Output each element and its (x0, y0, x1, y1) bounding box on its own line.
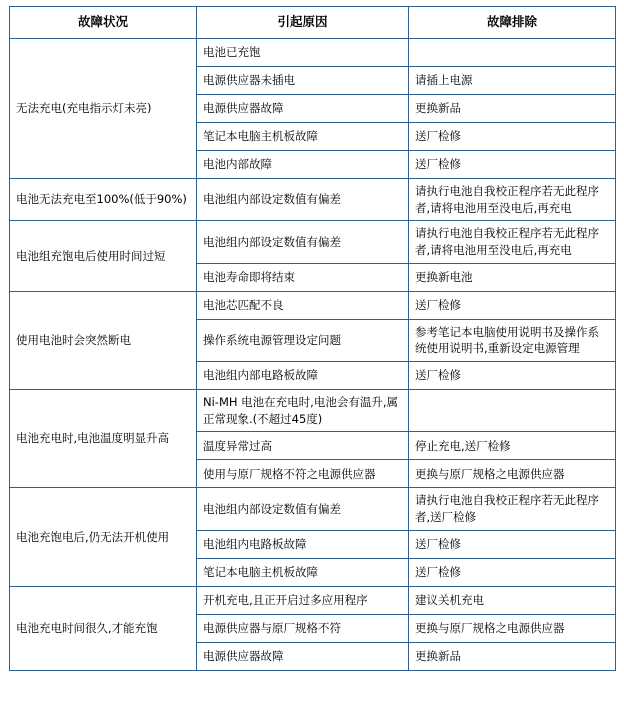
cell-fix: 停止充电,送厂检修 (409, 432, 616, 460)
cell-condition: 电池充电时,电池温度明显升高 (10, 390, 197, 488)
column-header-cause: 引起原因 (197, 7, 409, 39)
cell-fix: 请插上电源 (409, 67, 616, 95)
cell-cause: Ni-MH 电池在充电时,电池会有温升,属正常现象.(不超过45度) (197, 390, 409, 432)
cell-fix: 请执行电池自我校正程序若无此程序者,请将电池用至没电后,再充电 (409, 179, 616, 221)
cell-cause: 电池组内部设定数值有偏差 (197, 179, 409, 221)
cell-fix: 更换与原厂规格之电源供应器 (409, 614, 616, 642)
table-row (10, 179, 616, 221)
cell-cause: 电池寿命即将结束 (197, 263, 409, 291)
cell-cause: 电池组内部设定数值有偏差 (197, 488, 409, 530)
cell-condition: 使用电池时会突然断电 (10, 291, 197, 389)
cell-condition: 无法充电(充电指示灯未亮) (10, 39, 197, 179)
table-body (10, 39, 616, 671)
table-row (10, 39, 616, 67)
table-header-row (10, 7, 616, 39)
column-header-condition: 故障状况 (10, 7, 197, 39)
fault-troubleshooting-table (9, 6, 616, 671)
cell-cause: 笔记本电脑主机板故障 (197, 558, 409, 586)
table-row (10, 488, 616, 530)
cell-fix: 参考笔记本电脑使用说明书及操作系统使用说明书,重新设定电源管理 (409, 319, 616, 361)
table-header (10, 7, 616, 39)
cell-fix: 送厂检修 (409, 558, 616, 586)
cell-cause: 电源供应器与原厂规格不符 (197, 614, 409, 642)
column-header-fix: 故障排除 (409, 7, 616, 39)
cell-fix: 送厂检修 (409, 151, 616, 179)
cell-cause: 温度异常过高 (197, 432, 409, 460)
cell-cause: 开机充电,且正开启过多应用程序 (197, 586, 409, 614)
cell-cause: 电池芯匹配不良 (197, 291, 409, 319)
cell-condition: 电池无法充电至100%(低于90%) (10, 179, 197, 221)
cell-fix: 更换新品 (409, 642, 616, 670)
cell-cause: 电池组内部设定数值有偏差 (197, 221, 409, 263)
cell-fix (409, 39, 616, 67)
cell-fix: 请执行电池自我校正程序若无此程序者,请将电池用至没电后,再充电 (409, 221, 616, 263)
cell-fix: 请执行电池自我校正程序若无此程序者,送厂检修 (409, 488, 616, 530)
cell-fix: 更换与原厂规格之电源供应器 (409, 460, 616, 488)
cell-cause: 电源供应器未插电 (197, 67, 409, 95)
table-row (10, 390, 616, 432)
cell-fix: 建议关机充电 (409, 586, 616, 614)
cell-condition: 电池充电时间很久,才能充饱 (10, 586, 197, 670)
table-row (10, 291, 616, 319)
cell-cause: 笔记本电脑主机板故障 (197, 123, 409, 151)
cell-cause: 电源供应器故障 (197, 642, 409, 670)
table-row (10, 586, 616, 614)
cell-cause: 电池已充饱 (197, 39, 409, 67)
cell-fix: 送厂检修 (409, 123, 616, 151)
cell-fix: 送厂检修 (409, 530, 616, 558)
cell-cause: 电源供应器故障 (197, 95, 409, 123)
table-row (10, 221, 616, 263)
cell-fix: 送厂检修 (409, 291, 616, 319)
cell-condition: 电池充饱电后,仍无法开机使用 (10, 488, 197, 586)
cell-fix: 送厂检修 (409, 362, 616, 390)
cell-cause: 电池组内部电路板故障 (197, 362, 409, 390)
cell-cause: 电池组内电路板故障 (197, 530, 409, 558)
cell-fix: 更换新品 (409, 95, 616, 123)
cell-fix (409, 390, 616, 432)
cell-cause: 操作系统电源管理设定问题 (197, 319, 409, 361)
cell-fix: 更换新电池 (409, 263, 616, 291)
cell-condition: 电池组充饱电后使用时间过短 (10, 221, 197, 291)
cell-cause: 使用与原厂规格不符之电源供应器 (197, 460, 409, 488)
cell-cause: 电池内部故障 (197, 151, 409, 179)
